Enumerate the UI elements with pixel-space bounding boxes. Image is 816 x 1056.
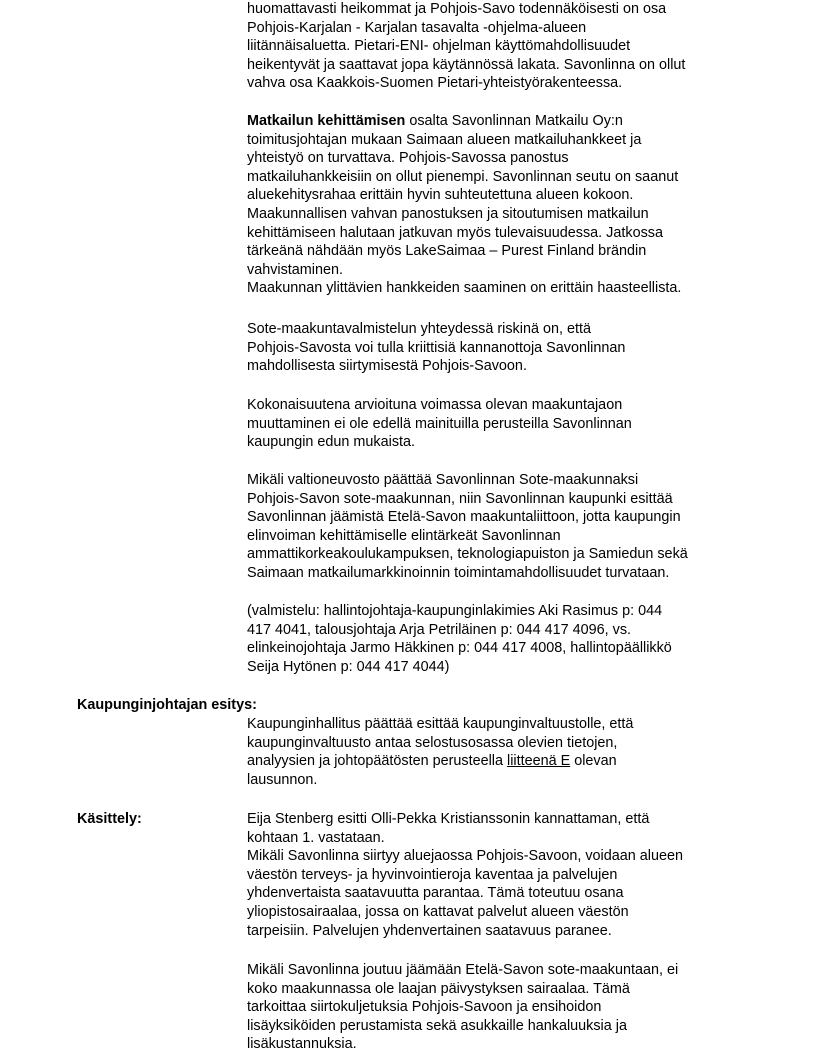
text-run: olevan [570,753,617,770]
tourism-paragraph [247,112,747,298]
text-line: muuttaminen ei ole edellä mainituilla perusteilla Savonlinnan [247,415,632,432]
text-line: kaupungin edun mukaista. [247,434,416,451]
text-line: kohtaan 1. vastataan. [247,829,385,846]
text-line: Maakunnan ylittävien hankkeiden saaminen on erittäin haasteellista. [247,280,682,297]
text-line: yhteistyö on turvattava. Pohjois-Savossa panostus [247,150,569,167]
text-line: matkailuhankkeisiin on ollut pienempi. Savonlinnan seutu on saanut [247,168,679,185]
text-line: Saimaan matkailumarkkinoinnin toimintamahdollisuudet turvataan. [247,564,670,581]
text-line: kehittämiseen halutaan jatkuvan myös tulevaisuudessa. Jatkossa [247,224,663,241]
text-line: lausunnon. [247,771,318,788]
text-line: liitännäisaluetta. Pietari-ENI- ohjelman käyttömahdollisuudet [247,38,631,55]
text-line: Maakunnallisen vahvan panostuksen ja sitoutumisen matkailun [247,205,649,222]
continued-paragraph [247,0,747,93]
overall-paragraph [247,396,747,452]
text-line: (valmistelu: hallintojohtaja-kaupunginlakimies Aki Rasimus p: 044 [247,603,663,619]
text-line: tärkeänä nähdään myös LakeSaimaa – Purest Finland brändin [247,243,647,260]
text-line: Kaupunginhallitus päättää esittää kaupunginvaltuustolle, että [247,716,634,732]
handling-paragraph-1 [247,810,747,940]
text-line: yliopistosairaalaa, jossa on kattavat palvelut alueen väestön [247,903,629,920]
text-line [247,112,747,131]
proposal-label: Kaupunginjohtajan esitys: [77,697,257,713]
text-line: 417 4041, talousjohtaja Arja Petriläinen p: 044 417 4096, vs. [247,621,632,638]
text-line: vahvistaminen. [247,261,343,278]
text-line: Sote-maakuntavalmistelun yhteydessä riskinä on, että [247,321,591,337]
bold-lead: Matkailun kehittämisen [247,113,406,129]
text-line: Mikäli valtioneuvosto päättää Savonlinnan Sote-maakunnaksi [247,472,639,488]
text-line: yhdenvertaista saatavuutta parantaa. Tämä toteutuu osana [247,885,624,902]
sote-paragraph [247,320,747,376]
proposal-paragraph [247,715,747,789]
handling-label: Käsittely: [77,811,142,827]
text-line: Mikäli Savonlinna joutuu jäämään Etelä-Savon sote-maakuntaan, ei [247,962,679,978]
text-line: Kokonaisuutena arvioituna voimassa olevan maakuntajaon [247,397,623,413]
text-line: ammattikorkeakoulukampuksen, teknologiapuiston ja Samiedun sekä [247,546,688,563]
government-paragraph [247,471,747,583]
text-line: väestön terveys- ja hyvinvointieroja kaventaa ja palvelujen [247,866,618,883]
text-line: elinvoiman kehittämiselle elintärkeät Savonlinnan [247,527,561,544]
text-line: Seija Hytönen p: 044 417 4044) [247,658,450,675]
text-line: Pohjois-Savosta voi tulla kriittisiä kannanottoja Savonlinnan [247,339,626,356]
text-line: aluekehitysrahaa erittäin hyvin suhteutettuna alueen kokoon. [247,187,634,204]
text-line: heikentyvät ja saattavat jopa käytännössä lakata. Savonlinna on ollut [247,56,686,73]
handling-paragraph-2 [247,961,747,1054]
text-line: kaupunginvaltuusto antaa selostusosassa olevien tietojen, [247,734,618,751]
preparation-paragraph [247,602,747,676]
text-line: elinkeinojohtaja Jarmo Häkkinen p: 044 417 4008, hallintopäällikkö [247,640,672,657]
text-line: Eija Stenberg esitti Olli-Pekka Kristianssonin kannattaman, että [247,811,650,827]
text-line: vahva osa Kaakkois-Suomen Pietari-yhteistyörakenteessa. [247,75,623,92]
text-line [247,752,747,771]
text-line: toimitusjohtajan mukaan Saimaan alueen matkailuhankkeet ja [247,131,642,148]
text-line: Mikäli Savonlinna siirtyy aluejaossa Pohjois-Savoon, voidaan alueen [247,848,683,865]
text-line: huomattavasti heikommat ja Pohjois-Savo todennäköisesti on osa [247,1,667,17]
text-line: mahdollisesta siirtymisestä Pohjois-Savoon. [247,358,527,375]
text-line: koko maakunnassa ole laajan päivystyksen sairaalaa. Tämä [247,980,630,997]
text-run: analyysien ja johtopäätösten perusteella [247,753,508,770]
attachment-link[interactable]: liitteenä E [507,753,571,770]
lead-rest: osalta Savonlinnan Matkailu Oy:n [405,113,623,129]
text-line: Pohjois-Savon sote-maakunnan, niin Savonlinnan kaupunki esittää [247,490,673,507]
text-line: tarpeisiin. Palvelujen yhdenvertainen saatavuus paranee. [247,922,612,939]
text-line: lisäyksiköiden perustamista sekä asukkaille hankaluuksia ja [247,1017,627,1034]
text-line: Pohjois-Karjalan - Karjalan tasavalta -ohjelma-alueen [247,19,587,36]
text-line: lisäkustannuksia. [247,1036,357,1053]
text-line: tarkoittaa siirtokuljetuksia Pohjois-Savoon ja ensihoidon [247,999,602,1016]
text-line: Savonlinnan jäämistä Etelä-Savon maakuntaliittoon, jotta kaupungin [247,509,681,526]
